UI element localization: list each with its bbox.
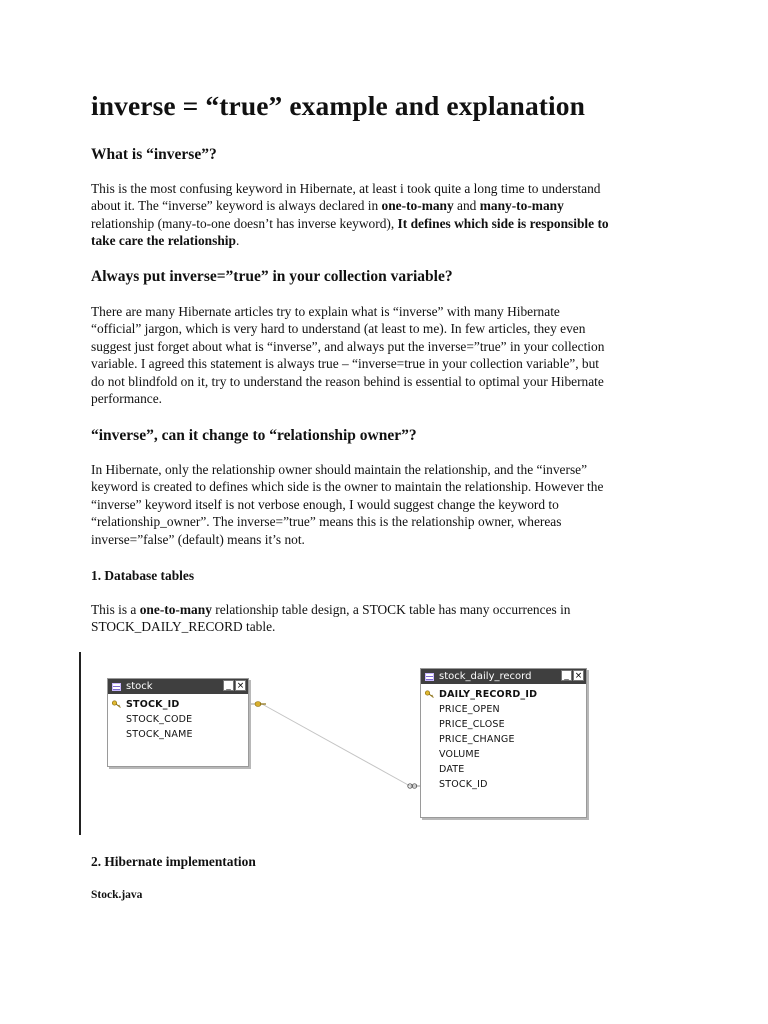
text-segment: about it. The “inverse” keyword is always declared in <box>91 198 382 214</box>
text-line: do not blindfold on it, try to understand the reason behind is essential to optimal your Hibernate <box>91 373 604 389</box>
text-line: suggest just forget about what is “inverse”, and always put the inverse=”true” in your collection <box>91 338 605 354</box>
table-stock-daily-record-titlebar[interactable] <box>421 669 586 684</box>
minimize-icon[interactable]: _ <box>561 670 572 681</box>
heading-hibernate-implementation: 2. Hibernate implementation <box>91 854 256 869</box>
table-stock[interactable] <box>107 678 249 767</box>
text-line: keyword is created to defines which side is the owner to maintain the relationship. However the <box>91 479 604 495</box>
text-line: “inverse” keyword itself is not verbose enough, I would suggest change the keyword to <box>91 496 559 512</box>
text-segment: relationship (many-to-one doesn’t has inverse keyword), <box>91 215 398 231</box>
key-icon <box>112 700 121 708</box>
column-row: PRICE_CHANGE <box>439 734 515 745</box>
text-line: STOCK_DAILY_RECORD table. <box>91 619 276 635</box>
table-stock-daily-record[interactable] <box>420 668 587 818</box>
text-segment: relationship table design, a STOCK table has many occurrences in <box>211 602 571 617</box>
text-line: “relationship_owner”. The inverse=”true” means this is the relationship owner, whereas <box>91 514 562 530</box>
close-icon[interactable]: × <box>236 681 245 691</box>
page-title: inverse = “true” example and explanation <box>91 90 586 121</box>
heading-relationship-owner: “inverse”, can it change to “relationship owner”? <box>91 427 417 444</box>
table-stock-titlebar[interactable] <box>108 679 248 694</box>
text-line: In Hibernate, only the relationship owner should maintain the relationship, and the “inverse” <box>91 462 588 477</box>
heading-always-put-inverse: Always put inverse=”true” in your collection variable? <box>91 268 453 285</box>
text-line: There are many Hibernate articles try to explain what is “inverse” with many Hibernate <box>91 304 560 319</box>
table-icon <box>112 683 121 691</box>
table-daily-name: stock_daily_record <box>439 671 532 682</box>
text-line: “official” jargon, which is very hard to understand (at least to me). In few articles, they even <box>91 321 586 337</box>
table-stock-name: stock <box>126 681 153 692</box>
table-icon <box>425 673 434 681</box>
column-row: STOCK_CODE <box>126 714 193 725</box>
column-primary-key <box>108 697 248 712</box>
key-icon <box>425 690 434 698</box>
minimize-icon[interactable]: _ <box>223 680 234 691</box>
heading-database-tables: 1. Database tables <box>91 568 195 583</box>
column-row: STOCK_NAME <box>126 729 193 740</box>
column-row: PRICE_CLOSE <box>439 719 505 730</box>
bold-term: one-to-many <box>381 198 454 214</box>
text-segment: This is a <box>91 602 140 617</box>
column-name: STOCK_ID <box>126 699 180 710</box>
close-icon[interactable]: × <box>574 671 583 681</box>
text-line: inverse=”false” (default) means it’s not. <box>91 531 305 547</box>
column-primary-key <box>421 687 586 702</box>
heading-what-is-inverse: What is “inverse”? <box>91 146 217 163</box>
bold-term: one-to-many <box>139 602 212 617</box>
bold-statement: take care the relationship <box>91 233 236 249</box>
text-line: variable. I agreed this statement is always true – “inverse=true in your collection variable”, but <box>91 356 600 372</box>
column-row: DATE <box>439 764 465 775</box>
file-name-label: Stock.java <box>91 889 143 901</box>
text-segment: . <box>235 233 240 249</box>
bold-statement: It defines which side is responsible to <box>397 215 609 231</box>
text-line: performance. <box>91 391 163 407</box>
text-line: This is the most confusing keyword in Hibernate, at least i took quite a long time to understand <box>91 181 601 196</box>
bold-term: many-to-many <box>479 198 564 214</box>
text-segment: and <box>453 198 480 214</box>
column-row: VOLUME <box>439 749 480 760</box>
relationship-line <box>262 704 410 786</box>
column-row: STOCK_ID <box>439 779 488 790</box>
column-name: DAILY_RECORD_ID <box>439 689 538 700</box>
column-row: PRICE_OPEN <box>439 704 500 715</box>
